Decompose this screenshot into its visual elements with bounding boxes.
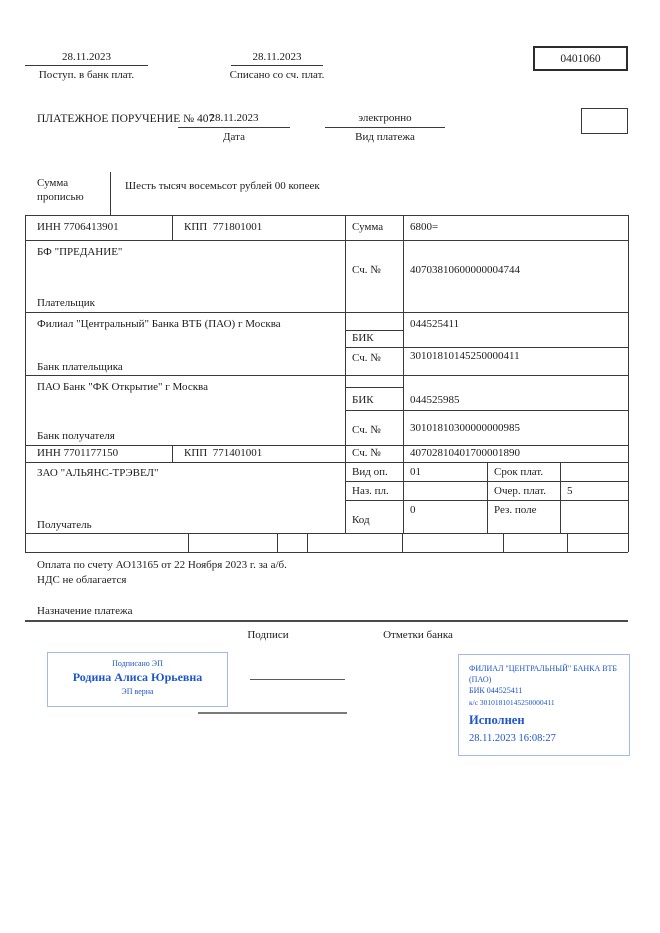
grid-line (403, 215, 404, 533)
signer-name: Родина Алиса Юрьевна (72, 670, 203, 684)
grid-line (277, 533, 278, 552)
bank-stamp-status: Исполнен (469, 713, 525, 728)
grid-line (628, 215, 629, 552)
divider (25, 65, 148, 66)
op-type-value: 01 (410, 466, 421, 478)
doc-date: 28.11.2023 (209, 112, 259, 124)
doc-date-label: Дата (223, 131, 245, 143)
beneficiary-bank-bik-label: БИК (352, 394, 374, 406)
grid-line (567, 533, 568, 552)
grid-line (487, 462, 488, 533)
beneficiary-account-label: Сч. № (352, 447, 381, 459)
reserve-field-label: Рез. поле (494, 504, 537, 516)
op-type-label: Вид оп. (352, 466, 388, 478)
grid-line (345, 387, 403, 388)
bank-stamp-timestamp: 28.11.2023 16:08:27 (469, 733, 556, 745)
purpose-line-1: Оплата по счету АО13165 от 22 Ноября 2023 г. за а/б. (37, 559, 287, 571)
signature-valid-line: ЭП верна (121, 687, 154, 696)
grid-line (307, 533, 308, 552)
payer-name: БФ "ПРЕДАНИЕ" (37, 246, 123, 258)
status-box (581, 108, 628, 134)
grid-line (560, 462, 561, 533)
grid-line (503, 533, 504, 552)
amount-label: Сумма (352, 221, 384, 233)
payer-bank-label: Банк плательщика (37, 361, 123, 373)
payer-label: Плательщик (37, 297, 95, 309)
document-title: ПЛАТЕЖНОЕ ПОРУЧЕНИЕ № 407 (37, 113, 215, 125)
bank-marks-header: Отметки банка (383, 629, 453, 641)
payment-kind-label: Вид платежа (355, 131, 415, 143)
divider (325, 127, 445, 128)
grid-line (25, 240, 628, 241)
beneficiary-bank-name: ПАО Банк "ФК Открытие" г Москва (37, 381, 208, 393)
grid-line (172, 215, 173, 240)
grid-line (188, 533, 189, 552)
payer-bank-account-label: Сч. № (352, 352, 381, 364)
beneficiary-bank-account-label: Сч. № (352, 424, 381, 436)
bank-stamp-name: ФИЛИАЛ "ЦЕНТРАЛЬНЫЙ" БАНКА ВТБ (ПАО) (469, 664, 617, 685)
debited-date: 28.11.2023 (252, 51, 302, 63)
bank-stamp-corr-account: к/с 30101810145250000411 (469, 698, 555, 708)
signature-line (250, 679, 345, 680)
grid-line (25, 552, 628, 553)
code-value: 0 (410, 504, 416, 516)
payer-bank-bik-label: БИК (352, 332, 374, 344)
payer-bank-bik: 044525411 (410, 318, 460, 330)
grid-line (345, 410, 628, 411)
grid-line (25, 215, 26, 552)
grid-line (345, 330, 403, 331)
amount-words-value: Шесть тысяч восемьсот рублей 00 копеек (125, 180, 320, 192)
bank-stamp-bik: БИК 044525411 (469, 686, 523, 696)
divider (231, 65, 323, 66)
beneficiary-name: ЗАО "АЛЬЯНС-ТРЭВЕЛ" (37, 467, 159, 479)
grid-line (345, 215, 346, 533)
payer-account-label: Сч. № (352, 264, 381, 276)
grid-line (25, 445, 628, 446)
code-label: Код (352, 514, 370, 526)
received-date-label: Поступ. в банк плат. (38, 69, 135, 81)
priority-value: 5 (567, 485, 573, 497)
payer-bank-name: Филиал "Центральный" Банка ВТБ (ПАО) г Москва (37, 318, 281, 330)
signatures-header: Подписи (247, 629, 289, 641)
grid-line (402, 533, 403, 552)
purpose-label: Назначение платежа (37, 605, 133, 617)
grid-line (345, 347, 628, 348)
payer-bank-account: 30101810145250000411 (410, 350, 520, 362)
form-code: 0401060 (560, 52, 601, 65)
signed-by-line: Подписано ЭП (112, 659, 163, 668)
priority-label: Очер. плат. (494, 485, 547, 497)
beneficiary-bank-label: Банк получателя (37, 430, 115, 442)
divider (178, 127, 290, 128)
grid-line (25, 533, 628, 534)
received-date: 28.11.2023 (61, 51, 112, 63)
grid-line (25, 215, 628, 216)
grid-line (25, 375, 628, 376)
grid-line (25, 462, 628, 463)
payer-inn: ИНН 7706413901 (37, 221, 119, 233)
grid-line (172, 445, 173, 462)
debited-date-label: Списано со сч. плат. (229, 69, 325, 81)
signature-line (198, 712, 347, 714)
divider (25, 620, 628, 622)
payer-kpp: КПП 771801001 (184, 221, 263, 233)
divider (110, 172, 111, 215)
beneficiary-bank-account: 30101810300000000985 (410, 422, 520, 434)
payer-account: 40703810600000004744 (410, 264, 520, 276)
beneficiary-bank-bik: 044525985 (410, 394, 460, 406)
beneficiary-account: 40702810401700001890 (410, 447, 520, 459)
amount-words-label: Сумма прописью (37, 177, 84, 203)
beneficiary-kpp: КПП 771401001 (184, 447, 263, 459)
due-date-label: Срок плат. (494, 466, 544, 478)
beneficiary-inn: ИНН 7701177150 (37, 447, 119, 459)
purpose-code-label: Наз. пл. (352, 485, 389, 497)
signature-stamp (47, 652, 228, 707)
amount-value: 6800= (410, 221, 439, 233)
form-code-box (533, 46, 628, 71)
purpose-line-2: НДС не облагается (37, 574, 127, 586)
payment-kind: электронно (358, 112, 412, 124)
grid-line (25, 312, 628, 313)
bank-stamp (458, 654, 630, 756)
beneficiary-label: Получатель (37, 519, 92, 531)
